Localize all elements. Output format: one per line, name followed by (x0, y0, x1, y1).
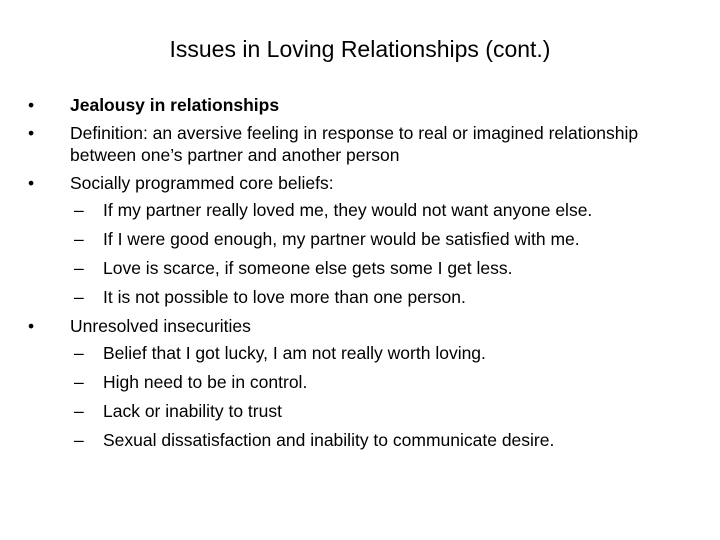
sub-bullet-marker: – (74, 287, 84, 307)
bullet-marker: • (28, 173, 35, 193)
sub-bullet-marker: – (74, 430, 84, 450)
bullet-jealousy (28, 94, 708, 116)
sub-bullet (28, 429, 708, 451)
sub-bullet (28, 342, 708, 364)
bullet-text: Unresolved insecurities (70, 316, 251, 336)
bullet-marker: • (28, 95, 35, 115)
bullet-definition (28, 122, 708, 166)
sub-bullet (28, 228, 708, 250)
sub-bullet-marker: – (74, 372, 84, 392)
sub-bullet (28, 400, 708, 422)
bullet-marker: • (28, 316, 35, 336)
sub-bullet (28, 199, 708, 221)
sub-bullet (28, 257, 708, 279)
sub-bullet-marker: – (74, 401, 84, 421)
bullet-text: Jealousy in relationships (70, 95, 280, 115)
sub-bullet-text: It is not possible to love more than one person. (103, 287, 466, 307)
sub-bullet-text: If I were good enough, my partner would be satisfied with me. (103, 229, 580, 249)
sub-bullet (28, 371, 708, 393)
bullet-core-beliefs (28, 172, 708, 194)
insecurities-sublist (28, 342, 708, 451)
sub-bullet-text: If my partner really loved me, they would not want anyone else. (103, 200, 593, 220)
bullet-insecurities (28, 315, 708, 337)
sub-bullet-text: High need to be in control. (103, 372, 308, 392)
bullet-text: Definition: an aversive feeling in response to real or imagined relationship between one’s partner and another person (70, 123, 639, 165)
sub-bullet-text: Sexual dissatisfaction and inability to communicate desire. (103, 430, 555, 450)
bullet-marker: • (28, 123, 35, 143)
sub-bullet-marker: – (74, 258, 84, 278)
sub-bullet-text: Love is scarce, if someone else gets some I get less. (103, 258, 513, 278)
sub-bullet-marker: – (74, 229, 84, 249)
sub-bullet (28, 286, 708, 308)
slide-content (28, 94, 708, 458)
core-beliefs-sublist (28, 199, 708, 308)
sub-bullet-text: Lack or inability to trust (103, 401, 282, 421)
sub-bullet-marker: – (74, 343, 84, 363)
bullet-text: Socially programmed core beliefs: (70, 173, 334, 193)
sub-bullet-marker: – (74, 200, 84, 220)
slide-title: Issues in Loving Relationships (cont.) (169, 36, 551, 62)
sub-bullet-text: Belief that I got lucky, I am not really worth loving. (103, 343, 486, 363)
